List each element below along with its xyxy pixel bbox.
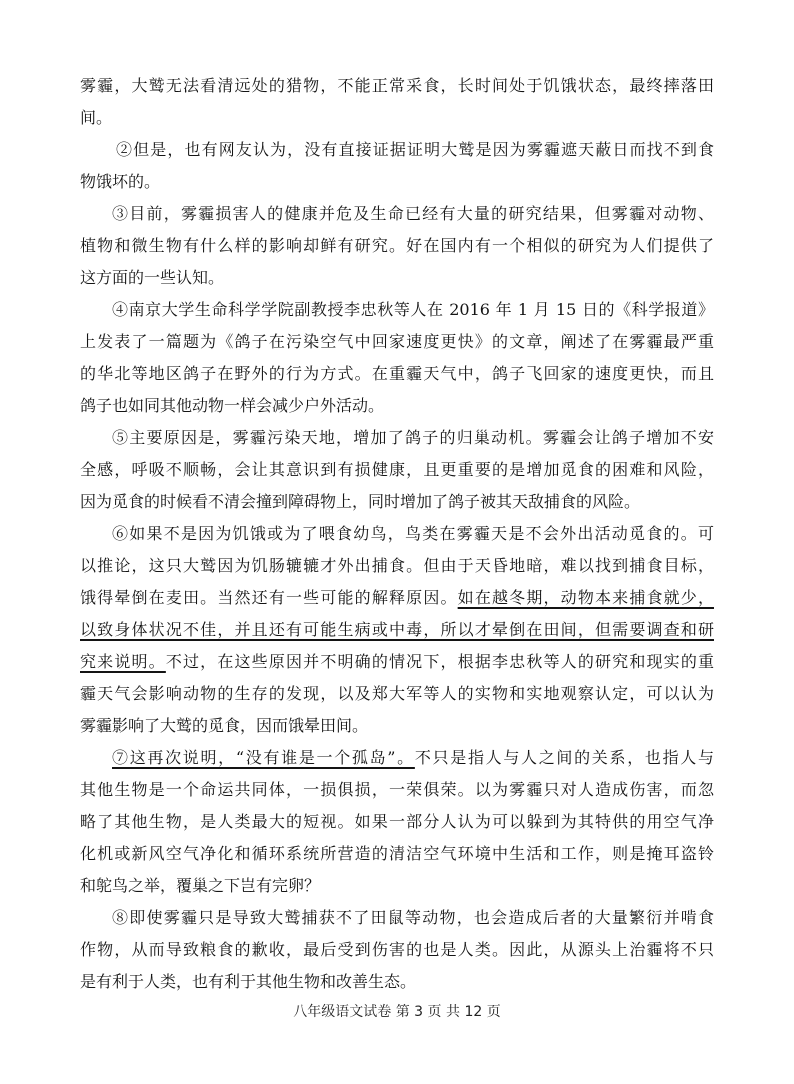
paragraph-4-line-1: ④南京大学生命科学学院副教授李忠秋等人在 2016 年 1 月 15 日的《科学报道》 xyxy=(112,300,714,319)
paragraph-3-line-3: 这方面的一些认知。 xyxy=(80,268,225,287)
page-footer: 八年级语文试卷 第 3 页 共 12 页 xyxy=(293,1004,501,1020)
paragraph-4-line-2: 上发表了一篇题为《鸽子在污染空气中回家速度更快》的文章，阐述了在雾霾最严重 xyxy=(80,332,714,351)
paragraph-6-line-5-text: 不过，在这些原因并不明确的情况下，根据李忠秋等人的研究和现实的重 xyxy=(165,652,714,671)
paragraph-6-line-3 xyxy=(80,582,714,614)
underlined-passage-middle: 以致身体状况不佳，并且还有可能生病或中毒，所以才晕倒在田间，但需要调查和研 xyxy=(80,620,714,639)
paragraph-1-line-1: 雾霾，大鹫无法看清远处的猎物，不能正常采食，长时间处于饥饿状态，最终摔落田 xyxy=(80,76,714,95)
paragraph-5-line-3: 因为觅食的时候看不清会撞到障碍物上，同时增加了鸽子被其天敌捕食的风险。 xyxy=(80,492,641,511)
paragraph-2-line-2: 物饿坏的。 xyxy=(80,172,161,191)
paragraph-8-line-2: 作物，从而导致粮食的歉收，最后受到伤害的也是人类。因此，从源头上治霾将不只 xyxy=(80,940,714,959)
paragraph-7-line-2: 其他生物是一个命运共同体，一损俱损，一荣俱荣。以为雾霾只对人造成伤害，而忽 xyxy=(80,780,714,799)
paragraph-5-line-1: ⑤主要原因是，雾霾污染天地，增加了鸽子的归巢动机。雾霾会让鸽子增加不安 xyxy=(112,428,714,447)
underlined-passage-start: 如在越冬期，动物本来捕食就少， xyxy=(457,588,714,607)
paragraph-2-line-1: ②但是，也有网友认为，没有直接证据证明大鹫是因为雾霾遮天蔽日而找不到食 xyxy=(116,140,714,159)
paragraph-7-line-3: 略了其他生物，是人类最大的短视。如果一部分人认为可以躲到为其特供的用空气净 xyxy=(80,812,714,831)
paragraph-6-line-2: 以推论，这只大鹫因为饥肠辘辘才外出捕食。但由于天昏地暗，难以找到捕食目标， xyxy=(80,556,714,575)
paragraph-6-line-3-text: 饿得晕倒在麦田。当然还有一些可能的解释原因。 xyxy=(80,588,458,607)
paragraph-4-line-3: 的华北等地区鸽子在野外的行为方式。在重霾天气中，鸽子飞回家的速度更快，而且 xyxy=(80,364,714,383)
paragraph-7-line-1-text: 不只是指人与人之间的关系，也指人与 xyxy=(414,748,714,767)
underlined-passage-end: 究来说明。 xyxy=(80,652,166,671)
paragraph-3-line-1: ③目前，雾霾损害人的健康并危及生命已经有大量的研究结果，但雾霾对动物、 xyxy=(112,204,714,223)
paragraph-8-line-3: 是有利于人类，也有利于其他生物和改善生态。 xyxy=(80,972,417,991)
paragraph-7-line-5: 和鸵鸟之举，覆巢之下岂有完卵？ xyxy=(80,876,321,895)
paragraph-8-line-1: ⑧即使雾霾只是导致大鹫捕获不了田鼠等动物，也会造成后者的大量繁衍并啃食 xyxy=(112,908,714,927)
paragraph-7-line-4: 化机或新风空气净化和循环系统所营造的清洁空气环境中生活和工作，则是掩耳盗铃 xyxy=(80,844,714,863)
paragraph-6-line-5 xyxy=(80,646,714,678)
underlined-quote: ⑦这再次说明，“没有谁是一个孤岛”。 xyxy=(112,748,415,767)
paragraph-6-line-1: ⑥如果不是因为饥饿或为了喂食幼鸟，鸟类在雾霾天是不会外出活动觅食的。可 xyxy=(112,524,714,543)
paragraph-1-line-2: 间。 xyxy=(80,108,113,127)
paragraph-7-line-1 xyxy=(112,742,714,774)
paragraph-3-line-2: 植物和微生物有什么样的影响却鲜有研究。好在国内有一个相似的研究为人们提供了 xyxy=(80,236,714,255)
paragraph-6-line-6: 霾天气会影响动物的生存的发现，以及郑大军等人的实物和实地观察认定，可以认为 xyxy=(80,684,714,703)
paragraph-4-line-4: 鸽子也如同其他动物一样会减少户外活动。 xyxy=(80,396,385,415)
paragraph-5-line-2: 全感，呼吸不顺畅，会让其意识到有损健康，且更重要的是增加觅食的困难和风险， xyxy=(80,460,714,479)
paragraph-6-line-7: 雾霾影响了大鹫的觅食，因而饿晕田间。 xyxy=(80,716,369,735)
